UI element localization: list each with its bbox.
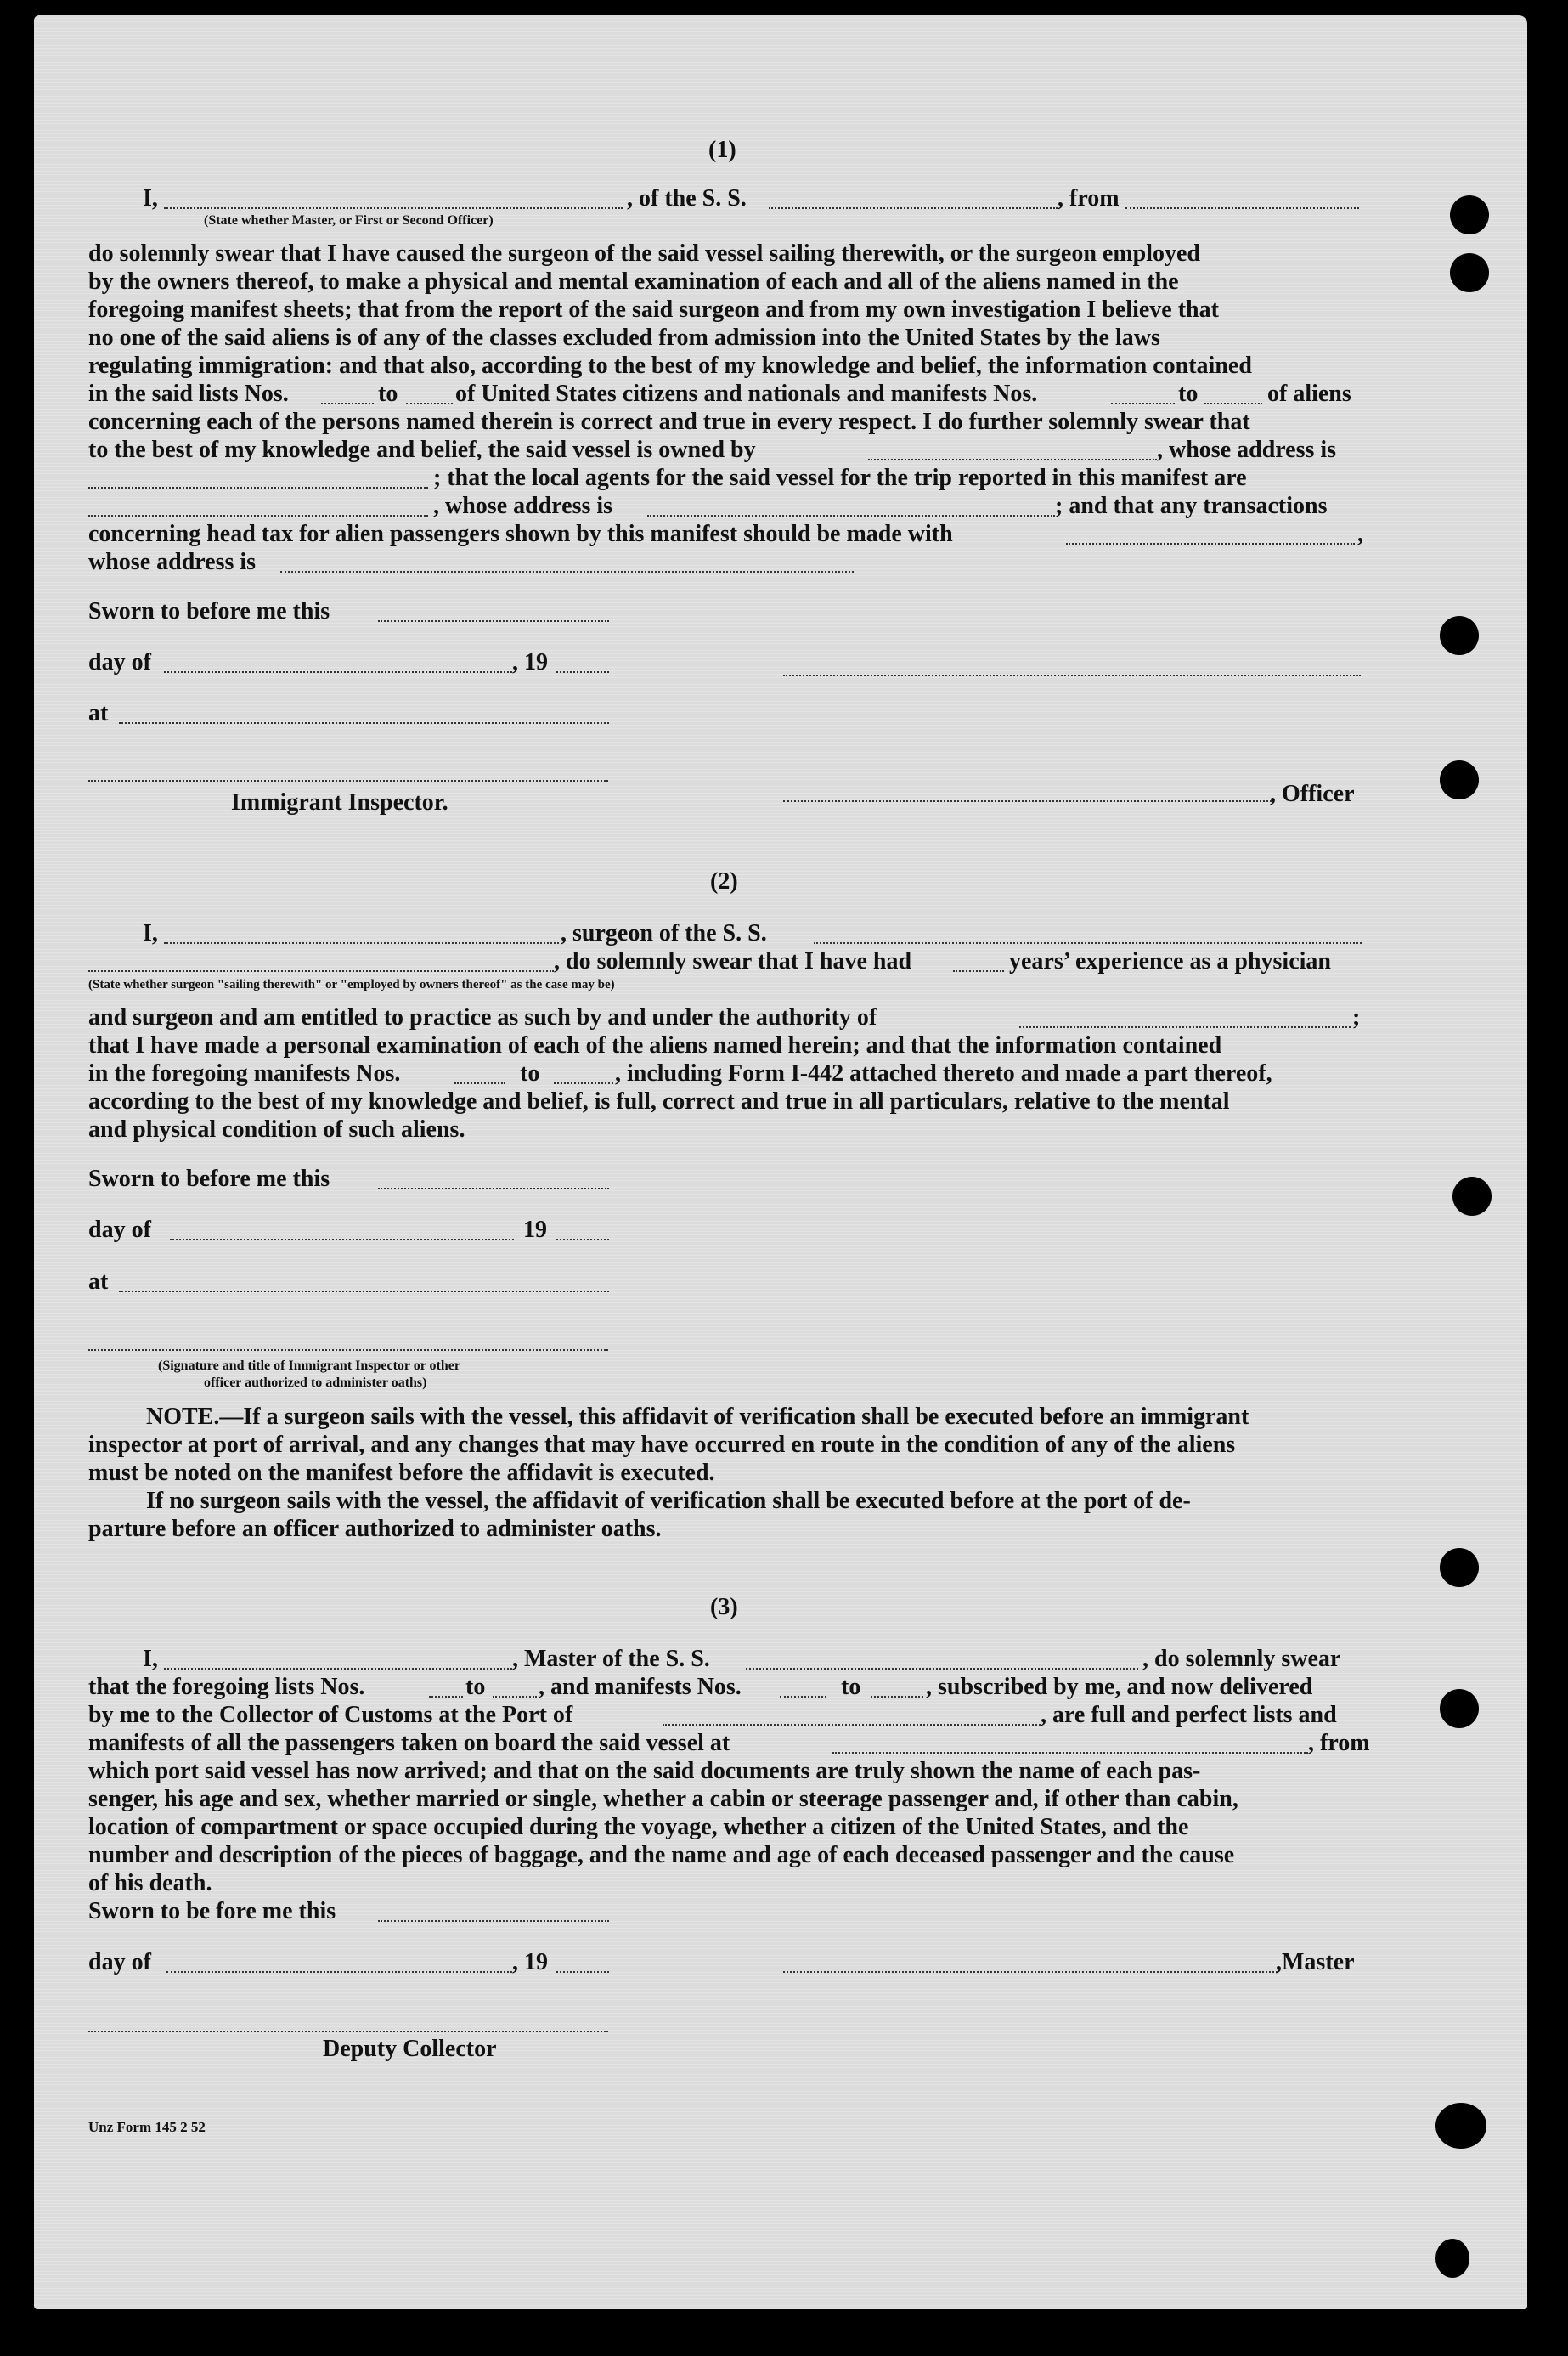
list-to-field[interactable] bbox=[406, 403, 453, 404]
text-line: that the foregoing lists Nos. bbox=[88, 1674, 365, 1700]
deputy-caption: Deputy Collector bbox=[323, 2036, 497, 2062]
list-from-field[interactable] bbox=[429, 1696, 463, 1698]
text-line: of his death. bbox=[88, 1870, 212, 1896]
surgeon-status-field[interactable] bbox=[88, 970, 554, 972]
sworn-date-field[interactable] bbox=[170, 1239, 514, 1240]
text-line: senger, his age and sex, whether married or single, whether a cabin or steerage passenger and, if other than cabin, bbox=[88, 1786, 1238, 1812]
binder-hole bbox=[1440, 616, 1479, 655]
manifest-to-field[interactable] bbox=[554, 1082, 613, 1084]
text-line: and surgeon and am entitled to practice as such by and under the authority of bbox=[88, 1004, 877, 1031]
officer-title-field[interactable] bbox=[783, 800, 1272, 802]
text-line: , from bbox=[1308, 1730, 1370, 1756]
text-line: to the best of my knowledge and belief, the said vessel is owned by bbox=[88, 437, 756, 463]
vessel-name-field[interactable] bbox=[814, 942, 1362, 944]
binder-hole bbox=[1452, 1177, 1492, 1216]
text-line: , Master of the S. S. bbox=[512, 1646, 710, 1672]
text-line: , from bbox=[1058, 185, 1120, 212]
sworn-day-field[interactable] bbox=[378, 1188, 609, 1189]
text-line: to bbox=[1178, 381, 1199, 407]
text-line: day of bbox=[88, 1217, 151, 1243]
text-line: , 19 bbox=[512, 649, 548, 675]
manifest-from-field[interactable] bbox=[780, 1696, 826, 1698]
authority-field[interactable] bbox=[1019, 1026, 1351, 1028]
text-line: , whose address is bbox=[1157, 437, 1337, 463]
text-line: whose address is bbox=[88, 549, 257, 575]
text-line: , are full and perfect lists and bbox=[1041, 1702, 1337, 1728]
section-heading: (1) bbox=[708, 137, 736, 163]
text-line: that I have made a personal examination of each of the aliens named herein; and that the information contained bbox=[88, 1032, 1222, 1059]
deputy-signature-field[interactable] bbox=[88, 2031, 608, 2032]
vessel-name-field[interactable] bbox=[769, 207, 1058, 209]
text-line: Sworn to before me this bbox=[88, 1166, 330, 1192]
surgeon-name-field[interactable] bbox=[164, 942, 559, 944]
sworn-day-field[interactable] bbox=[378, 620, 609, 622]
note-line: inspector at port of arrival, and any changes that may have occurred en route in the condition of any of the aliens bbox=[88, 1432, 1236, 1458]
sworn-year-field[interactable] bbox=[556, 1239, 609, 1240]
master-name-field[interactable] bbox=[164, 1668, 512, 1670]
port-of-embarkation-field[interactable] bbox=[832, 1752, 1308, 1754]
list-from-field[interactable] bbox=[321, 403, 374, 404]
sworn-date-field[interactable] bbox=[164, 671, 512, 673]
inspector-signature-field[interactable] bbox=[88, 780, 608, 782]
binder-hole bbox=[1440, 1689, 1479, 1728]
master-caption: ,Master bbox=[1276, 1949, 1355, 1975]
binder-hole bbox=[1450, 195, 1489, 234]
section-heading: (2) bbox=[710, 868, 738, 895]
sworn-year-field[interactable] bbox=[556, 1971, 609, 1973]
text-line: to bbox=[520, 1060, 540, 1087]
manifest-to-field[interactable] bbox=[871, 1696, 923, 1698]
form-number: Unz Form 145 2 52 bbox=[88, 2119, 206, 2135]
text-line: concerning head tax for alien passengers shown by this manifest should be made with bbox=[88, 521, 953, 547]
text-line: by me to the Collector of Customs at the Port of bbox=[88, 1702, 573, 1728]
text-line: , whose address is bbox=[433, 493, 613, 519]
owner-field[interactable] bbox=[868, 459, 1157, 460]
text-line: I, bbox=[143, 185, 158, 212]
text-line: to bbox=[465, 1674, 486, 1700]
text-line: number and description of the pieces of baggage, and the name and age of each deceased passenger and the cause bbox=[88, 1842, 1235, 1868]
text-line: of United States citizens and nationals and manifests Nos. bbox=[455, 381, 1038, 407]
agent-address-field[interactable] bbox=[647, 515, 1055, 517]
manifest-to-field[interactable] bbox=[1204, 403, 1262, 404]
text-line: to bbox=[841, 1674, 861, 1700]
text-line: regulating immigration: and that also, according to the best of my knowledge and belief, the information contained bbox=[88, 353, 1252, 379]
binder-hole bbox=[1450, 253, 1489, 292]
field-hint: (Signature and title of Immigrant Inspector or other bbox=[158, 1359, 460, 1373]
sworn-day-field[interactable] bbox=[378, 1920, 609, 1922]
list-to-field[interactable] bbox=[493, 1696, 537, 1698]
text-line: manifests of all the passengers taken on board the said vessel at bbox=[88, 1730, 730, 1756]
years-experience-field[interactable] bbox=[953, 970, 1004, 972]
text-line: , subscribed by me, and now delivered bbox=[926, 1674, 1313, 1700]
text-line: concerning each of the persons named therein is correct and true in every respect. I do further solemnly swear that bbox=[88, 409, 1250, 435]
text-line: at bbox=[88, 700, 109, 726]
text-line: I, bbox=[143, 920, 158, 946]
text-line: location of compartment or space occupied during the voyage, whether a citizen of the United States, and the bbox=[88, 1814, 1189, 1840]
text-line: , including Form I-442 attached thereto and made a part thereof, bbox=[615, 1060, 1272, 1087]
text-line: day of bbox=[88, 1949, 151, 1975]
owner-address-field[interactable] bbox=[88, 487, 428, 489]
text-line: Sworn to before me this bbox=[88, 598, 330, 624]
note-line: parture before an officer authorized to administer oaths. bbox=[88, 1516, 662, 1542]
text-line: 19 bbox=[523, 1217, 547, 1243]
sworn-date-field[interactable] bbox=[166, 1971, 512, 1973]
sworn-place-field[interactable] bbox=[119, 1291, 609, 1292]
text-line: to bbox=[378, 381, 398, 407]
text-line: in the said lists Nos. bbox=[88, 381, 289, 407]
text-line: , and manifests Nos. bbox=[539, 1674, 742, 1700]
text-line: , surgeon of the S. S. bbox=[561, 920, 767, 946]
text-line: no one of the said aliens is of any of the classes excluded from admission into the United States by the laws bbox=[88, 325, 1160, 351]
field-hint: (State whether surgeon "sailing therewith" or "employed by owners thereof" as the case may be) bbox=[88, 978, 615, 992]
master-signature-field[interactable] bbox=[783, 1971, 1278, 1973]
sworn-year-field[interactable] bbox=[556, 671, 609, 673]
sworn-place-field[interactable] bbox=[119, 722, 609, 724]
port-of-delivery-field[interactable] bbox=[663, 1724, 1041, 1726]
binder-hole bbox=[1435, 2103, 1486, 2149]
binder-hole bbox=[1440, 1548, 1479, 1587]
note-line: must be noted on the manifest before the affidavit is executed. bbox=[88, 1460, 715, 1486]
text-line: , 19 bbox=[512, 1949, 548, 1975]
officer-signature-field[interactable] bbox=[783, 675, 1361, 676]
field-hint: officer authorized to administer oaths) bbox=[204, 1376, 427, 1390]
inspector-signature-field[interactable] bbox=[88, 1349, 608, 1351]
officer-caption: , Officer bbox=[1270, 781, 1355, 807]
text-line: , of the S. S. bbox=[627, 185, 747, 212]
section-heading: (3) bbox=[710, 1594, 738, 1620]
text-line: according to the best of my knowledge and belief, is full, correct and true in all particulars, relative to the mental bbox=[88, 1088, 1230, 1115]
text-line: , do solemnly swear that I have had bbox=[554, 948, 912, 975]
text-line: I, bbox=[143, 1646, 158, 1672]
binder-hole bbox=[1440, 760, 1479, 799]
note-line: If no surgeon sails with the vessel, the affidavit of verification shall be executed before at the port of de- bbox=[146, 1488, 1191, 1514]
text-line: ; bbox=[1352, 1004, 1361, 1031]
text-line: , bbox=[1357, 521, 1363, 547]
port-from-field[interactable] bbox=[1125, 207, 1359, 209]
text-line: by the owners thereof, to make a physical and mental examination of each and all of the aliens named in the bbox=[88, 268, 1179, 295]
text-line: ; that the local agents for the said vessel for the trip reported in this manifest are bbox=[433, 465, 1247, 491]
text-line: foregoing manifest sheets; that from the report of the said surgeon and from my own investigation I believe that bbox=[88, 297, 1219, 323]
manifest-from-field[interactable] bbox=[1111, 403, 1175, 404]
text-line: of aliens bbox=[1267, 381, 1351, 407]
text-line: which port said vessel has now arrived; and that on the said documents are truly shown the name of each pas- bbox=[88, 1758, 1201, 1784]
binder-hole bbox=[1435, 2239, 1469, 2278]
agent-field[interactable] bbox=[88, 515, 428, 517]
field-hint: (State whether Master, or First or Second Officer) bbox=[204, 213, 494, 228]
officer-name-field[interactable] bbox=[164, 207, 623, 209]
text-line: , do solemnly swear bbox=[1142, 1646, 1341, 1672]
inspector-caption: Immigrant Inspector. bbox=[231, 789, 448, 816]
text-line: do solemnly swear that I have caused the surgeon of the said vessel sailing therewith, or the surgeon employed bbox=[88, 240, 1200, 267]
manifest-from-field[interactable] bbox=[454, 1082, 505, 1084]
text-line: and physical condition of such aliens. bbox=[88, 1116, 465, 1143]
head-tax-contact-field[interactable] bbox=[1066, 543, 1355, 545]
text-line: in the foregoing manifests Nos. bbox=[88, 1060, 401, 1087]
text-line: day of bbox=[88, 649, 151, 675]
note-line: NOTE.—If a surgeon sails with the vessel, this affidavit of verification shall be executed before an immigrant bbox=[146, 1404, 1249, 1430]
text-line: Sworn to be fore me this bbox=[88, 1898, 336, 1924]
text-line: years’ experience as a physician bbox=[1009, 948, 1331, 975]
vessel-name-field[interactable] bbox=[746, 1668, 1138, 1670]
text-line: ; and that any transactions bbox=[1055, 493, 1328, 519]
text-line: at bbox=[88, 1268, 109, 1295]
head-tax-address-field[interactable] bbox=[280, 571, 854, 573]
